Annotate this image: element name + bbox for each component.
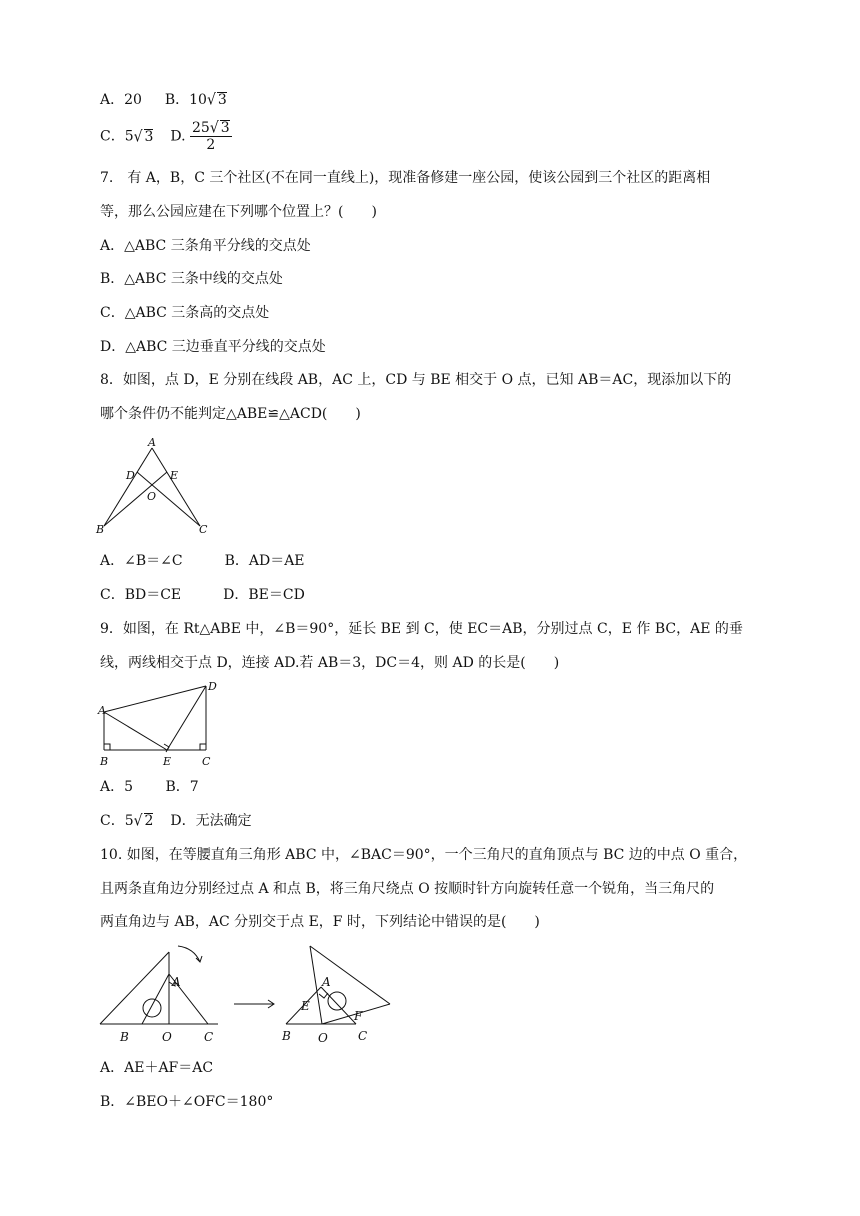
q10-option-b: B．∠BEO＋∠OFC＝180°	[100, 1094, 274, 1110]
q9-label-b: B	[100, 755, 109, 768]
q9-options-row1: A．5 B．7	[100, 779, 199, 795]
q10-fig2-label-o: O	[318, 1031, 328, 1045]
sqrt-icon: √	[209, 119, 219, 137]
q8-label-a: A	[148, 436, 156, 449]
q9-stem-line2: 线，两线相交于点 D，连接 AD.若 AB＝3，DC＝4，则 AD 的长是( )	[100, 655, 560, 671]
q6-option-c: C．5	[100, 128, 134, 145]
q6-option-d-fraction	[190, 120, 232, 153]
q8-label-b: B	[96, 523, 105, 536]
q7-stem-line2: 等，那么公园应建在下列哪个位置上？( )	[100, 204, 377, 220]
sqrt-icon: √	[133, 127, 143, 146]
q8-stem-line1: 8．如图，点 D，E 分别在线段 AB，AC 上，CD 与 BE 相交于 O 点，已知 AB＝AC，现添加以下的	[100, 372, 732, 388]
q7-stem-line1: 7. 有 A，B，C 三个社区(不在同一直线上)，现准备修建一座公园，使该公园到三个社区的距离相	[100, 170, 711, 186]
q9-option-c-radicand: 2	[144, 813, 154, 829]
q9-option-d: D．无法确定	[170, 813, 252, 829]
q10-fig2-label-a: A	[322, 975, 331, 989]
q6-option-c-radicand: 3	[144, 128, 154, 145]
q9-option-c: C．5	[100, 813, 134, 829]
q10-fig1-label-c: C	[204, 1030, 214, 1044]
q6-option-b: B．10	[164, 92, 207, 108]
q7-option-a: A．△ABC 三条角平分线的交点处	[100, 238, 311, 254]
q6-option-a: A．20	[100, 92, 142, 108]
sqrt-icon: √	[206, 91, 216, 109]
q10-fig2-label-b: B	[282, 1029, 291, 1043]
q10-fig2-label-c: C	[358, 1029, 368, 1043]
q10-stem-line3: 两直角边与 AB，AC 分别交于点 E，F 时，下列结论中错误的是( )	[100, 914, 540, 930]
q10-fig1-label-o: O	[162, 1030, 172, 1044]
q7-option-b: B．△ABC 三条中线的交点处	[100, 271, 283, 287]
q6-option-b-radicand: 3	[217, 92, 227, 108]
q8-stem-line2: 哪个条件仍不能判定△ABE≌△ACD( )	[100, 406, 361, 422]
q9-stem-line1: 9．如图，在 Rt△ABE 中，∠B＝90°，延长 BE 到 C，使 EC＝AB，分别过点 C，E 作 BC，AE 的垂	[100, 621, 743, 637]
q9-label-c: C	[202, 755, 211, 768]
q8-figure	[92, 436, 214, 536]
q10-option-a: A．AE＋AF＝AC	[100, 1060, 214, 1076]
q10-figure	[96, 944, 396, 1048]
q6-options-row2	[100, 120, 232, 153]
q8-options-row2: C．BD＝CE D．BE＝CD	[100, 587, 305, 603]
q10-fig2-label-e: E	[301, 999, 310, 1013]
q9-options-row2	[100, 811, 252, 831]
q10-stem-line2: 且两条直角边分别经过点 A 和点 B，将三角尺绕点 O 按顺时针方向旋转任意一个锐角，当三角尺的	[100, 881, 715, 897]
q10-stem-line1: 10. 如图，在等腰直角三角形 ABC 中，∠BAC＝90°，一个三角尺的直角顶点与 BC 边的中点 O 重合，	[100, 847, 748, 863]
q7-option-c: C．△ABC 三条高的交点处	[100, 305, 270, 321]
sqrt-icon: √	[133, 812, 143, 830]
q9-label-e: E	[163, 755, 172, 768]
q8-label-o: O	[147, 490, 157, 503]
q8-label-d: D	[126, 469, 135, 482]
q9-figure	[94, 678, 224, 770]
q6-option-d-coef: 25	[192, 120, 210, 136]
q10-fig2-label-f: F	[354, 1009, 363, 1023]
q10-fig1-label-a: A	[172, 975, 181, 989]
q7-option-d: D．△ABC 三边垂直平分线的交点处	[100, 339, 326, 355]
q10-fig1-label-b: B	[120, 1030, 129, 1044]
q9-label-d: D	[208, 680, 217, 693]
q6-option-d-den: 2	[206, 137, 216, 153]
q9-label-a: A	[98, 704, 106, 717]
q8-label-c: C	[199, 523, 208, 536]
q6-options-row1	[100, 90, 227, 110]
q6-option-d: D.	[170, 128, 186, 145]
q8-options-row1: A．∠B＝∠C B．AD＝AE	[100, 553, 305, 569]
q6-option-d-radicand: 3	[220, 120, 230, 136]
q8-label-e: E	[170, 469, 179, 482]
